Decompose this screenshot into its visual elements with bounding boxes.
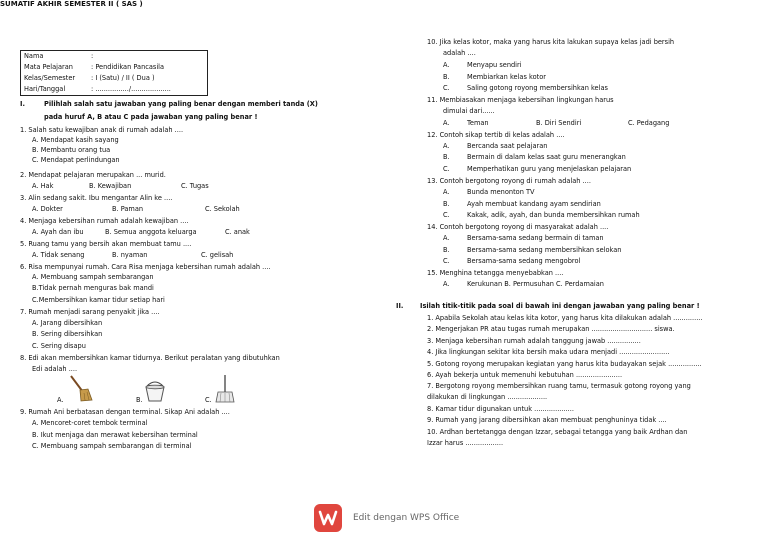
option: Bersama-sama sedang bermain di taman (467, 234, 604, 242)
section2-instruction: Isilah titik-titik pada soal di bawah ini dengan jawaban yang paling benar ! (420, 302, 700, 310)
option-letter: C. (443, 84, 450, 92)
option: Bermain di dalam kelas saat guru menerangkan (467, 153, 626, 161)
option-letter: B. (443, 200, 450, 208)
option: Ayah membuat kandang ayam sendirian (467, 200, 601, 208)
wps-logo-icon[interactable] (314, 504, 342, 532)
option: B.Tidak pernah menguras bak mandi (32, 284, 154, 292)
identity-label: Nama (24, 52, 44, 60)
option: B. Paman (112, 205, 144, 213)
fill-item: 4. Jika lingkungan sekitar kita bersih maka udara menjadi ........................ (427, 348, 670, 356)
question-text: 8. Edi akan membersihkan kamar tidurnya. Berikut peralatan yang dibutuhkan (20, 354, 280, 362)
question-text: 3. Alin sedang sakit. Ibu mengantar Alin ke .... (20, 194, 173, 202)
option: Kerukunan B. Permusuhan C. Perdamaian (467, 280, 604, 288)
fill-item: 2. Mengerjakan PR atau tugas rumah merupakan ............................. siswa. (427, 325, 675, 333)
option-letter: A. (443, 234, 450, 242)
option: A. Mencoret-coret tembok terminal (32, 419, 148, 427)
option: C. (205, 396, 212, 404)
fill-item: 7. Bergotong royong membersihkan ruang tamu, termasuk gotong royong yang (427, 382, 691, 390)
question-text: 14. Contoh bergotong royong di masyarakat adalah .... (427, 223, 609, 231)
identity-label: Kelas/Semester (24, 74, 76, 82)
question-text: adalah .... (443, 49, 476, 57)
option-letter: A. (443, 188, 450, 196)
section2-number: II. (396, 302, 404, 310)
option: C.Membersihkan kamar tidur setiap hari (32, 296, 165, 304)
identity-value: : I (Satu) / II ( Dua ) (91, 74, 155, 82)
option-letter: C. (443, 257, 450, 265)
identity-value: : ................/................... (91, 85, 171, 93)
question-text: 12. Contoh sikap tertib di kelas adalah .... (427, 131, 565, 139)
option-letter: B. (443, 246, 450, 254)
fill-item: Izzar harus .................. (427, 439, 504, 447)
option: C. Mendapat perlindungan (32, 156, 120, 164)
question-text: 11. Membiasakan menjaga kebersihan lingkungan harus (427, 96, 614, 104)
option: Bercanda saat pelajaran (467, 142, 548, 150)
section1-instruction: pada huruf A, B atau C pada jawaban yang paling benar ! (44, 113, 258, 121)
bucket-icon (143, 381, 167, 403)
option: B. Membantu orang tua (32, 146, 111, 154)
option: B. nyaman (112, 251, 148, 259)
option: Bersama-sama sedang mengobrol (467, 257, 581, 265)
question-text: 6. Risa mempunyai rumah. Cara Risa menjaga kebersihan rumah adalah .... (20, 263, 271, 271)
question-text: 1. Salah satu kewajiban anak di rumah adalah .... (20, 126, 184, 134)
wps-edit-link[interactable]: Edit dengan WPS Office (353, 513, 460, 523)
option-letter: A. (443, 61, 450, 69)
mop-icon (214, 374, 236, 404)
option: A. Ayah dan ibu (32, 228, 84, 236)
fill-item: dilakukan di lingkungan ................... (427, 393, 548, 401)
broom-icon (68, 374, 94, 402)
option: A. Tidak senang (32, 251, 85, 259)
option-letter: A. (443, 142, 450, 150)
option: C. Sekolah (205, 205, 240, 213)
question-text: 4. Menjaga kebersihan rumah adalah kewajiban .... (20, 217, 189, 225)
question-text: dimulai dari...... (443, 107, 495, 115)
option: A. Jarang dibersihkan (32, 319, 103, 327)
option: C. gelisah (201, 251, 234, 259)
option-letter: B. (443, 73, 450, 81)
fill-item: 5. Gotong royong merupakan kegiatan yang harus kita budayakan sejak ................ (427, 360, 702, 368)
section1-instruction: Pilihlah salah satu jawaban yang paling benar dengan memberi tanda (X) (44, 100, 318, 108)
option: Saling gotong royong membersihkan kelas (467, 84, 608, 92)
fill-item: 10. Ardhan bertetangga dengan Izzar, sebagai tetangga yang baik Ardhan dan (427, 428, 688, 436)
option: Bunda menonton TV (467, 188, 535, 196)
option: A. (57, 396, 64, 404)
option: Kakak, adik, ayah, dan bunda membersihkan rumah (467, 211, 640, 219)
option: B. Kewajiban (89, 182, 132, 190)
option: Menyapu sendiri (467, 61, 522, 69)
option: B. Ikut menjaga dan merawat kebersihan terminal (32, 431, 198, 439)
option: C. Sering disapu (32, 342, 86, 350)
option: Membiarkan kelas kotor (467, 73, 546, 81)
option: A. Mendapat kasih sayang (32, 136, 119, 144)
option: Memperhatikan guru yang menjelaskan pelajaran (467, 165, 632, 173)
question-text: 2. Mendapat pelajaran merupakan ... murid. (20, 171, 166, 179)
fill-item: 9. Rumah yang jarang dibersihkan akan membuat penghuninya tidak .... (427, 416, 667, 424)
question-text: 10. Jika kelas kotor, maka yang harus kita lakukan supaya kelas jadi bersih (427, 38, 675, 46)
option-letter: A. (443, 280, 450, 288)
question-text: 9. Rumah Ani berbatasan dengan terminal. Sikap Ani adalah .... (20, 408, 230, 416)
option: C. anak (225, 228, 250, 236)
option: B. Sering dibersihkan (32, 330, 103, 338)
question-text: 7. Rumah menjadi sarang penyakit jika .... (20, 308, 160, 316)
identity-box (20, 50, 208, 96)
identity-label: Mata Pelajaran (24, 63, 73, 71)
question-text: 15. Menghina tetangga menyebabkan .... (427, 269, 564, 277)
page-title: SUMATIF AKHIR SEMESTER II ( SAS ) (0, 0, 143, 8)
question-text: 13. Contoh bergotong royong di rumah adalah .... (427, 177, 591, 185)
identity-value: : Pendidikan Pancasila (91, 63, 165, 71)
question-text: 5. Ruang tamu yang bersih akan membuat tamu .... (20, 240, 192, 248)
section1-number: I. (20, 100, 25, 108)
identity-value: : (91, 52, 94, 60)
option: B. Semua anggota keluarga (105, 228, 197, 236)
option: C. Tugas (181, 182, 209, 190)
fill-item: 8. Kamar tidur digunakan untuk ................... (427, 405, 574, 413)
option-letter: C. (443, 211, 450, 219)
option: B. (136, 396, 143, 404)
fill-item: 1. Apabila Sekolah atau kelas kita kotor, yang harus kita dilakukan adalah .............. (427, 314, 703, 322)
option: B. Diri Sendiri (536, 119, 582, 127)
option-letter: A. (443, 119, 450, 127)
option-letter: B. (443, 153, 450, 161)
option: C. Membuang sampah sembarangan di terminal (32, 442, 192, 450)
option: Bersama-sama sedang membersihkan selokan (467, 246, 622, 254)
option: A. Hak (32, 182, 54, 190)
option-letter: C. (443, 165, 450, 173)
fill-item: 3. Menjaga kebersihan rumah adalah tanggung jawab ................ (427, 337, 641, 345)
fill-item: 6. Ayah bekerja untuk memenuhi kebutuhan ...................... (427, 371, 623, 379)
option: Teman (467, 119, 489, 127)
question-text: Edi adalah .... (32, 365, 78, 373)
option: C. Pedagang (628, 119, 670, 127)
option: A. Dokter (32, 205, 63, 213)
identity-label: Hari/Tanggal (24, 85, 66, 93)
option: A. Membuang sampah sembarangan (32, 273, 154, 281)
